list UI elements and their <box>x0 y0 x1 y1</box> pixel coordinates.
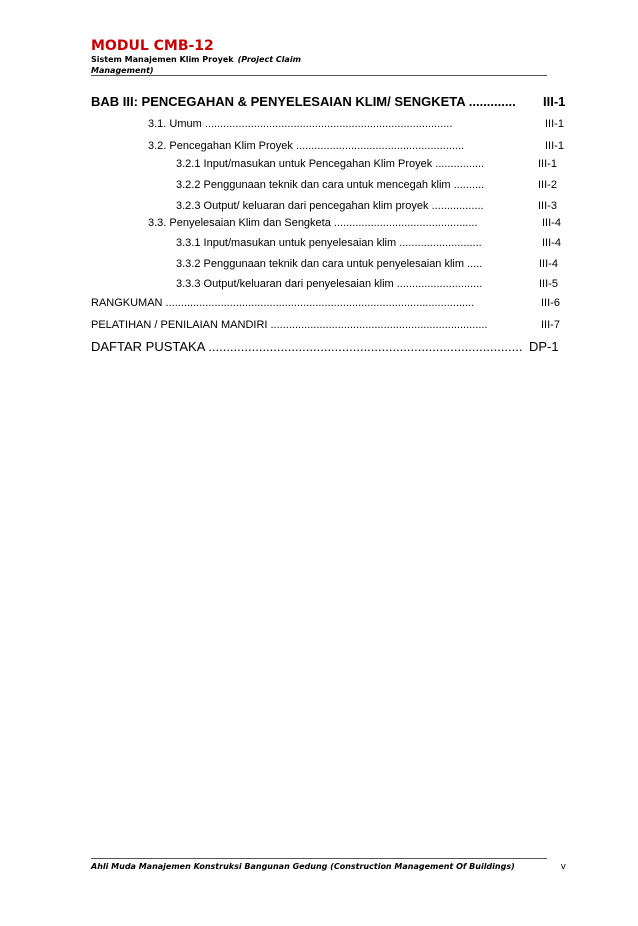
toc-entry-label: 3.3.1 Input/masukan untuk penyelesaian klim ........................... <box>176 237 482 249</box>
toc-entry[interactable] <box>176 277 558 291</box>
toc-entry[interactable] <box>148 216 561 230</box>
toc-entry-label: 3.2. Pencegahan Klim Proyek ....................................................... <box>148 140 465 152</box>
toc-chapter-row[interactable] <box>91 94 566 110</box>
toc-entry-label: 3.2.1 Input/masukan untuk Pencegahan Klim Proyek ................ <box>176 158 485 170</box>
toc-entry-label: 3.2.2 Penggunaan teknik dan cara untuk mencegah klim .......... <box>176 179 485 191</box>
toc-entry-page: III-2 <box>538 179 557 191</box>
footer-text: Ahli Muda Manajemen Konstruksi Bangunan Gedung (Construction Management Of Buildings) <box>91 862 515 871</box>
toc-entry-page: III-1 <box>538 158 557 170</box>
toc-entry-page: III-4 <box>542 217 561 229</box>
module-subtitle-cont: Management) <box>91 66 154 75</box>
toc-entry[interactable] <box>148 139 564 153</box>
footer-page-number: v <box>560 862 566 872</box>
toc-entry-label: 3.1. Umum ................................................................................. <box>148 118 453 130</box>
page-footer <box>91 862 566 872</box>
toc-bibliography-page: DP-1 <box>529 339 559 354</box>
toc-entry-page: III-1 <box>545 140 564 152</box>
module-subtitle <box>91 55 547 65</box>
toc-entry-label: 3.2.3 Output/ keluaran dari pencegahan klim proyek ................. <box>176 200 484 212</box>
toc-entry[interactable] <box>91 296 560 310</box>
toc-entry[interactable] <box>176 236 561 250</box>
toc-entry-label: PELATIHAN / PENILAIAN MANDIRI ....................................................................... <box>91 319 488 331</box>
toc-entry[interactable] <box>91 318 560 332</box>
toc-entry-label: 3.3.2 Penggunaan teknik dan cara untuk penyelesaian klim ..... <box>176 258 483 270</box>
toc-chapter-label: BAB III: PENCEGAHAN & PENYELESAIAN KLIM/ SENGKETA ............. <box>91 94 516 109</box>
toc-bibliography-label: DAFTAR PUSTAKA ....................................................................................... <box>91 339 523 354</box>
module-title: MODUL CMB-12 <box>91 38 214 54</box>
toc-entry-page: III-7 <box>541 319 560 331</box>
module-subtitle-italic: (Project Claim <box>237 55 301 64</box>
toc-entry-label: RANGKUMAN ..................................................................................................... <box>91 297 475 309</box>
toc-chapter-page: III-1 <box>543 94 566 109</box>
toc-entry-label: 3.3.3 Output/keluaran dari penyelesaian klim ............................ <box>176 278 483 290</box>
toc-entry-page: III-6 <box>541 297 560 309</box>
toc-entry-page: III-4 <box>539 258 558 270</box>
page-header <box>91 38 547 76</box>
header-divider <box>91 75 547 76</box>
toc-entry[interactable] <box>176 157 557 171</box>
toc-entry-label: 3.3. Penyelesaian Klim dan Sengketa ............................................... <box>148 217 478 229</box>
toc-entry-page: III-5 <box>539 278 558 290</box>
module-subtitle-text: Sistem Manajemen Klim Proyek <box>91 55 234 64</box>
footer-divider <box>91 858 547 859</box>
toc-entry[interactable] <box>176 178 557 192</box>
toc-entry-page: III-4 <box>542 237 561 249</box>
toc-entry[interactable] <box>148 117 564 131</box>
toc-bibliography-row[interactable] <box>91 339 559 355</box>
toc-entry[interactable] <box>176 257 558 271</box>
toc-entry-page: III-1 <box>545 118 564 130</box>
toc-entry[interactable] <box>176 199 557 213</box>
toc-entry-page: III-3 <box>538 200 557 212</box>
